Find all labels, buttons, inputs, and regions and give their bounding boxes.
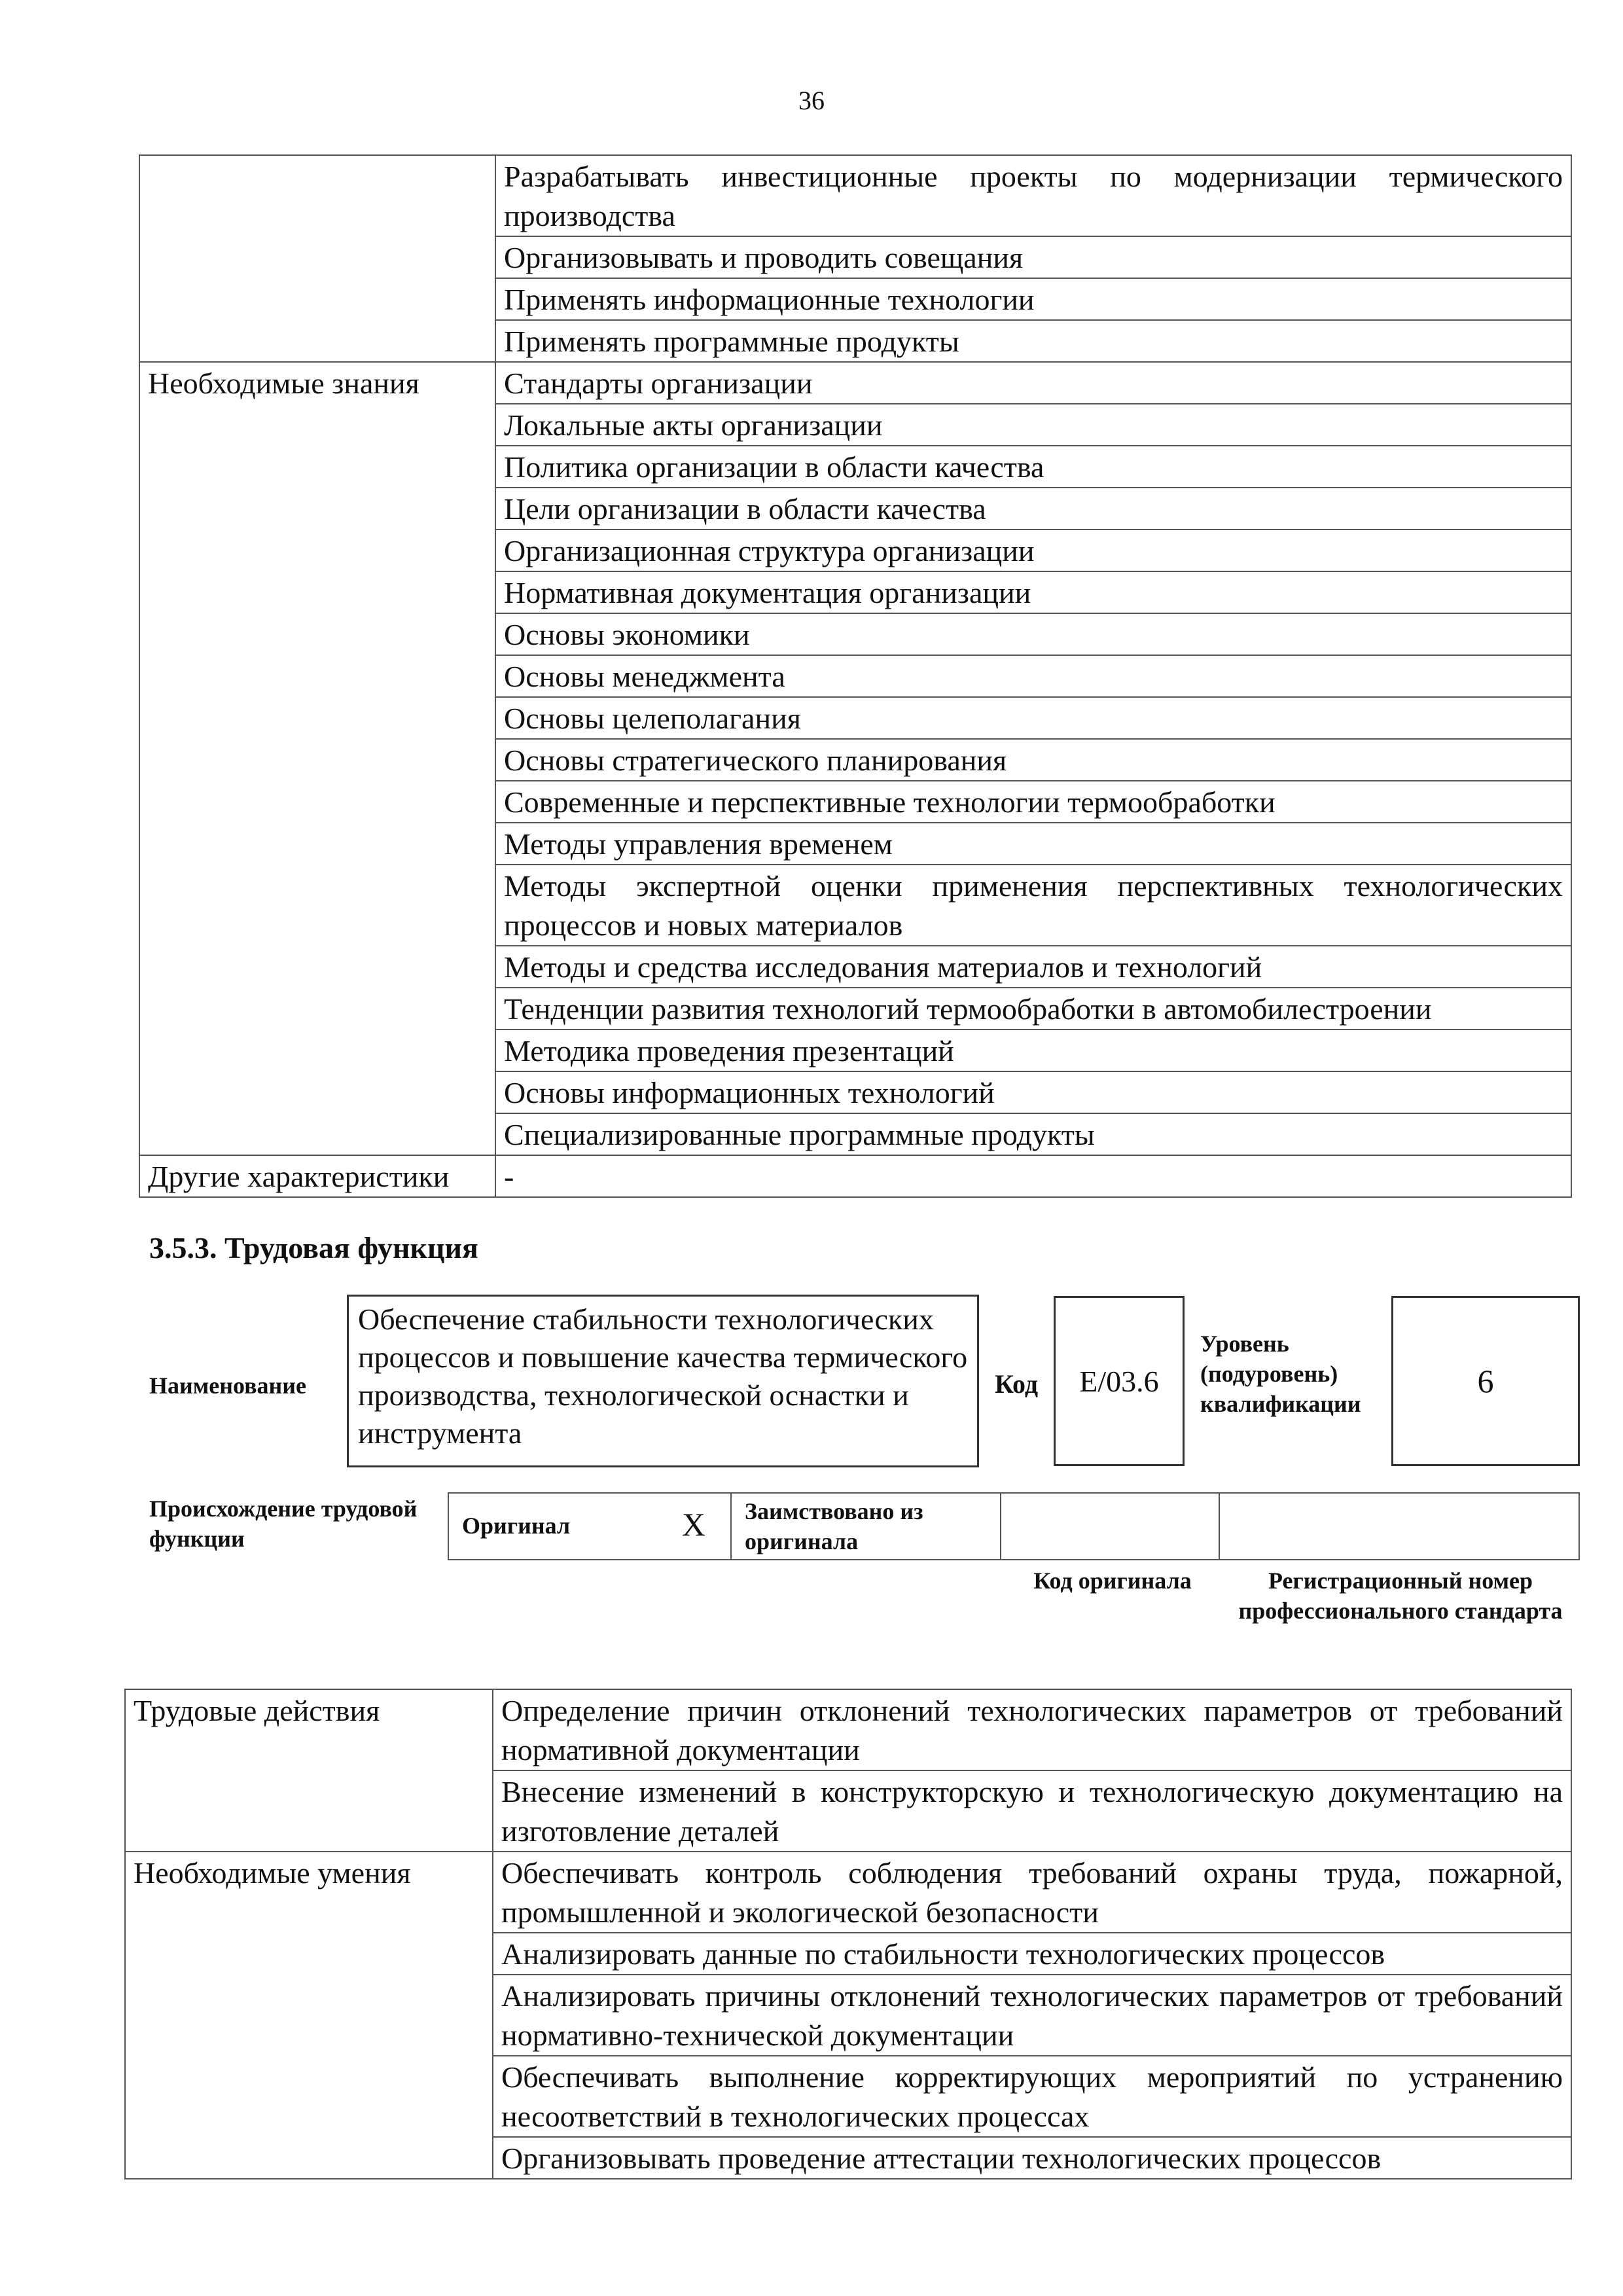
- knowledge-item: Методика проведения презентаций: [495, 1030, 1571, 1071]
- knowledge-item: Методы экспертной оценки применения перспективных технологических процессов и новых материалов: [495, 865, 1571, 946]
- qualification-level-label: Уровень (подуровень) квалификации: [1200, 1331, 1361, 1417]
- name-label: Наименование: [149, 1372, 306, 1399]
- skill-item: Применять информационные технологии: [495, 278, 1571, 320]
- skills-label: Необходимые умения: [125, 1852, 493, 1933]
- qualification-level-box: [1391, 1296, 1580, 1466]
- knowledge-item: Локальные акты организации: [495, 404, 1571, 446]
- original-code-cell: [1001, 1494, 1220, 1559]
- knowledge-item: Современные и перспективные технологии термообработки: [495, 781, 1571, 823]
- labor-action-item: Внесение изменений в конструкторскую и технологическую документацию на изготовление деталей: [493, 1770, 1571, 1852]
- code-value: E/03.6: [1079, 1364, 1159, 1398]
- original-code-caption: Код оригинала: [1033, 1568, 1192, 1594]
- code-label: Код: [995, 1369, 1039, 1399]
- original-mark: X: [681, 1506, 705, 1543]
- other-characteristics-value: -: [495, 1155, 1571, 1197]
- labor-action-item: Определение причин отклонений технологических параметров от требований нормативной документации: [493, 1689, 1571, 1770]
- skill-item: Обеспечивать выполнение корректирующих мероприятий по устранению несоответствий в технологических процессах: [493, 2056, 1571, 2137]
- qualification-level-value: 6: [1477, 1363, 1494, 1399]
- skill-item: Обеспечивать контроль соблюдения требований охраны труда, пожарной, промышленной и экологической безопасности: [493, 1852, 1571, 1933]
- section-heading: 3.5.3. Трудовая функция: [149, 1231, 478, 1265]
- skill-item: Применять программные продукты: [495, 320, 1571, 362]
- labor-actions-label: Трудовые действия: [125, 1689, 493, 1770]
- origin-table: [448, 1492, 1580, 1560]
- page-number: 36: [798, 86, 825, 115]
- knowledge-item: Основы экономики: [495, 613, 1571, 655]
- skill-item: Разрабатывать инвестиционные проекты по модернизации термического производства: [495, 155, 1571, 236]
- knowledge-item: Методы управления временем: [495, 823, 1571, 865]
- function-name-box: [347, 1295, 979, 1467]
- other-characteristics-label: Другие характеристики: [139, 1155, 495, 1197]
- registration-number-caption: Регистрационный номер профессионального стандарта: [1238, 1568, 1563, 1624]
- labor-function-table: [124, 1689, 1572, 2179]
- skill-item: Организовывать и проводить совещания: [495, 236, 1571, 278]
- knowledge-item: Стандарты организации: [495, 362, 1571, 404]
- knowledge-item: Основы стратегического планирования: [495, 739, 1571, 781]
- knowledge-item: Основы менеджмента: [495, 655, 1571, 697]
- borrowed-label: Заимствовано из оригинала: [745, 1498, 923, 1554]
- registration-number-cell: [1220, 1494, 1578, 1559]
- knowledge-item: Организационная структура организации: [495, 529, 1571, 571]
- borrowed-cell: [732, 1494, 1001, 1559]
- knowledge-item: Тенденции развития технологий термообработки в автомобилестроении: [495, 988, 1571, 1030]
- knowledge-item: Специализированные программные продукты: [495, 1113, 1571, 1155]
- knowledge-item: Цели организации в области качества: [495, 488, 1571, 529]
- function-name: Обеспечение стабильности технологических процессов и повышение качества термического производства, технологической оснастки и инструмента: [358, 1302, 968, 1450]
- skill-item: Анализировать причины отклонений технологических параметров от требований нормативно-технической документации: [493, 1975, 1571, 2056]
- knowledge-item: Нормативная документация организации: [495, 571, 1571, 613]
- original-label: Оригинал: [462, 1513, 571, 1539]
- knowledge-label: Необходимые знания: [139, 362, 495, 404]
- requirements-table-continued: [139, 154, 1572, 1198]
- skill-item: Организовывать проведение аттестации технологических процессов: [493, 2137, 1571, 2179]
- empty-label-cell: [139, 155, 495, 236]
- original-cell: [449, 1494, 732, 1559]
- origin-label: Происхождение трудовой функции: [149, 1496, 418, 1552]
- code-box: [1054, 1296, 1185, 1466]
- knowledge-item: Основы информационных технологий: [495, 1071, 1571, 1113]
- knowledge-item: Политика организации в области качества: [495, 446, 1571, 488]
- knowledge-item: Основы целеполагания: [495, 697, 1571, 739]
- knowledge-item: Методы и средства исследования материалов и технологий: [495, 946, 1571, 988]
- skill-item: Анализировать данные по стабильности технологических процессов: [493, 1933, 1571, 1975]
